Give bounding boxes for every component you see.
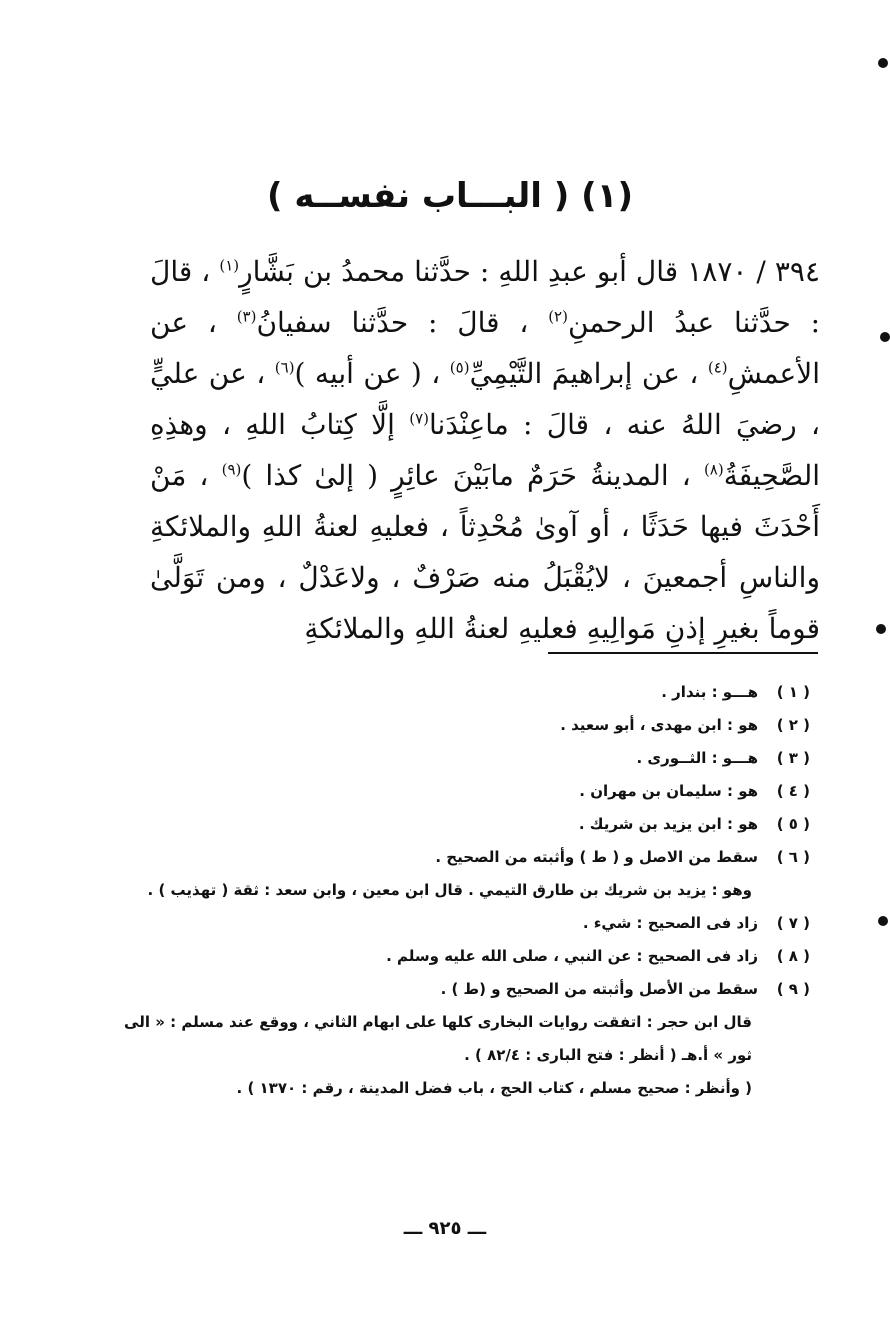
footnote-number: ( ٣ ) <box>776 749 810 767</box>
footnote-item <box>100 841 810 874</box>
footnote-item <box>100 940 810 973</box>
body-segment: قال أبو عبدِ اللهِ : حدَّثنا محمدُ بن بَشَّارٍ <box>239 255 679 288</box>
footnote-ref: (٦) <box>274 358 295 377</box>
chapter-heading: (١) ( البـــاب نفســه ) <box>266 176 634 216</box>
footnote-ref: (٨) <box>703 460 724 479</box>
footnote-ref: (٤) <box>707 358 728 377</box>
body-segment: إلَّا كِتابُ اللهِ ، وهذِهِ الصَّحِيفَةُ <box>150 408 821 492</box>
footnote-text: سقط من الاصل و ( ط ) وأثبته من الصحيح . <box>435 848 758 866</box>
footnote-text: وهو : يزيد بن شريك بن طارق التيمي . قال ابن معين ، وابن سعد : ثقة ( تهذيب ) . <box>147 881 752 899</box>
footnote-item <box>100 808 810 841</box>
footnote-item <box>100 676 810 709</box>
body-segment: ، المدينةُ حَرَمٌ مابَيْنَ عائِرٍ ( إلىٰ كذا ) <box>241 459 691 492</box>
footnote-text: زاد فى الصحيح : شيء . <box>582 914 758 932</box>
footnote-item <box>100 907 810 940</box>
body-segment: ، قالَ : حدَّثنا سفيانُ <box>256 306 529 339</box>
footnote-number: ( ٧ ) <box>776 914 810 932</box>
footnote-text: هـــو : بندار . <box>661 683 758 701</box>
footnote-text: هو : ابن مهدى ، أبو سعيد . <box>560 716 758 734</box>
scan-dot-mark <box>878 58 888 68</box>
footnote-item <box>100 742 810 775</box>
footnote-text: هو : ابن يزيد بن شريك . <box>578 815 758 833</box>
footnote-number: ( ٦ ) <box>776 848 810 866</box>
footnote-item <box>100 775 810 808</box>
footnote-text: هو : سليمان بن مهران . <box>579 782 758 800</box>
footnote-continuation <box>100 874 752 907</box>
hadith-number: ٣٩٤ / ١٨٧٠ <box>687 255 821 288</box>
scan-dot-mark <box>876 624 886 634</box>
footnote-ref: (٥) <box>449 358 470 377</box>
body-segment: ، عن عليٍّ ، رضيَ اللهُ عنه ، قالَ : ماعِنْدَنا <box>150 357 821 441</box>
footnote-text: زاد فى الصحيح : عن النبي ، صلى الله عليه وسلم . <box>386 947 758 965</box>
body-segment: ، مَنْ أَحْدَثَ فيها حَدَثًا ، أو آوىٰ مُحْدِثاً ، فعليهِ لعنةُ اللهِ والملائكةِ والناسِ أجمعينَ ، لايُقْبَلُ منه صَرْفٌ ، ولاعَدْلٌ ، ومن تَوَلَّىٰ قوماً بغيرِ إذنِ مَوالِيهِ فعليهِ لعنةُ اللهِ والملائكةِ <box>150 459 820 645</box>
scan-dot-mark <box>878 916 888 926</box>
footnote-number: ( ١ ) <box>776 683 810 701</box>
footnote-item <box>100 709 810 742</box>
footnote-divider <box>548 652 818 654</box>
footnote-text: هـــو : الثــورى . <box>636 749 758 767</box>
body-segment: ، عن الأعمشِ <box>150 306 820 390</box>
footnote-number: ( ٨ ) <box>776 947 810 965</box>
footnote-text: سقط من الأصل وأثبته من الصحيح و (ط ) . <box>440 980 758 998</box>
footnote-number: ( ٤ ) <box>776 782 810 800</box>
hadith-text <box>150 246 820 654</box>
footnote-item <box>100 973 810 1006</box>
footnote-ref: (٩) <box>221 460 242 479</box>
footnote-ref: (٧) <box>409 409 430 428</box>
footnotes <box>100 676 810 1105</box>
footnote-number: ( ٢ ) <box>776 716 810 734</box>
scan-dot-mark <box>880 332 890 342</box>
footnote-text: قال ابن حجر : اتفقت روايات البخارى كلها على ابهام الثاني ، ووقع عند مسلم : « الى ثور » أ.هـ ( أنظر : فتح البارى : ٨٢/٤ ) . <box>124 1013 752 1064</box>
footnote-continuation <box>100 1072 752 1105</box>
footnote-text: ( وأنظر : صحيح مسلم ، كتاب الحج ، باب فضل المدينة ، رقم : ١٣٧٠ ) . <box>236 1079 752 1097</box>
footnote-ref: (٣) <box>236 307 257 326</box>
footnote-continuation <box>100 1006 752 1072</box>
footnote-ref: (١) <box>219 256 240 275</box>
body-segment: ، قالَ : حدَّثنا عبدُ الرحمنِ <box>150 255 821 339</box>
body-segment: ، ( عن أبيه ) <box>294 357 441 390</box>
footnote-number: ( ٥ ) <box>776 815 810 833</box>
body-segment: ، عن إبراهيمَ التَّيْمِيِّ <box>469 357 699 390</box>
page-number: ـــ ٩٢٥ ـــ <box>403 1218 487 1239</box>
footnote-ref: (٢) <box>548 307 568 326</box>
footnote-number: ( ٩ ) <box>776 980 810 998</box>
